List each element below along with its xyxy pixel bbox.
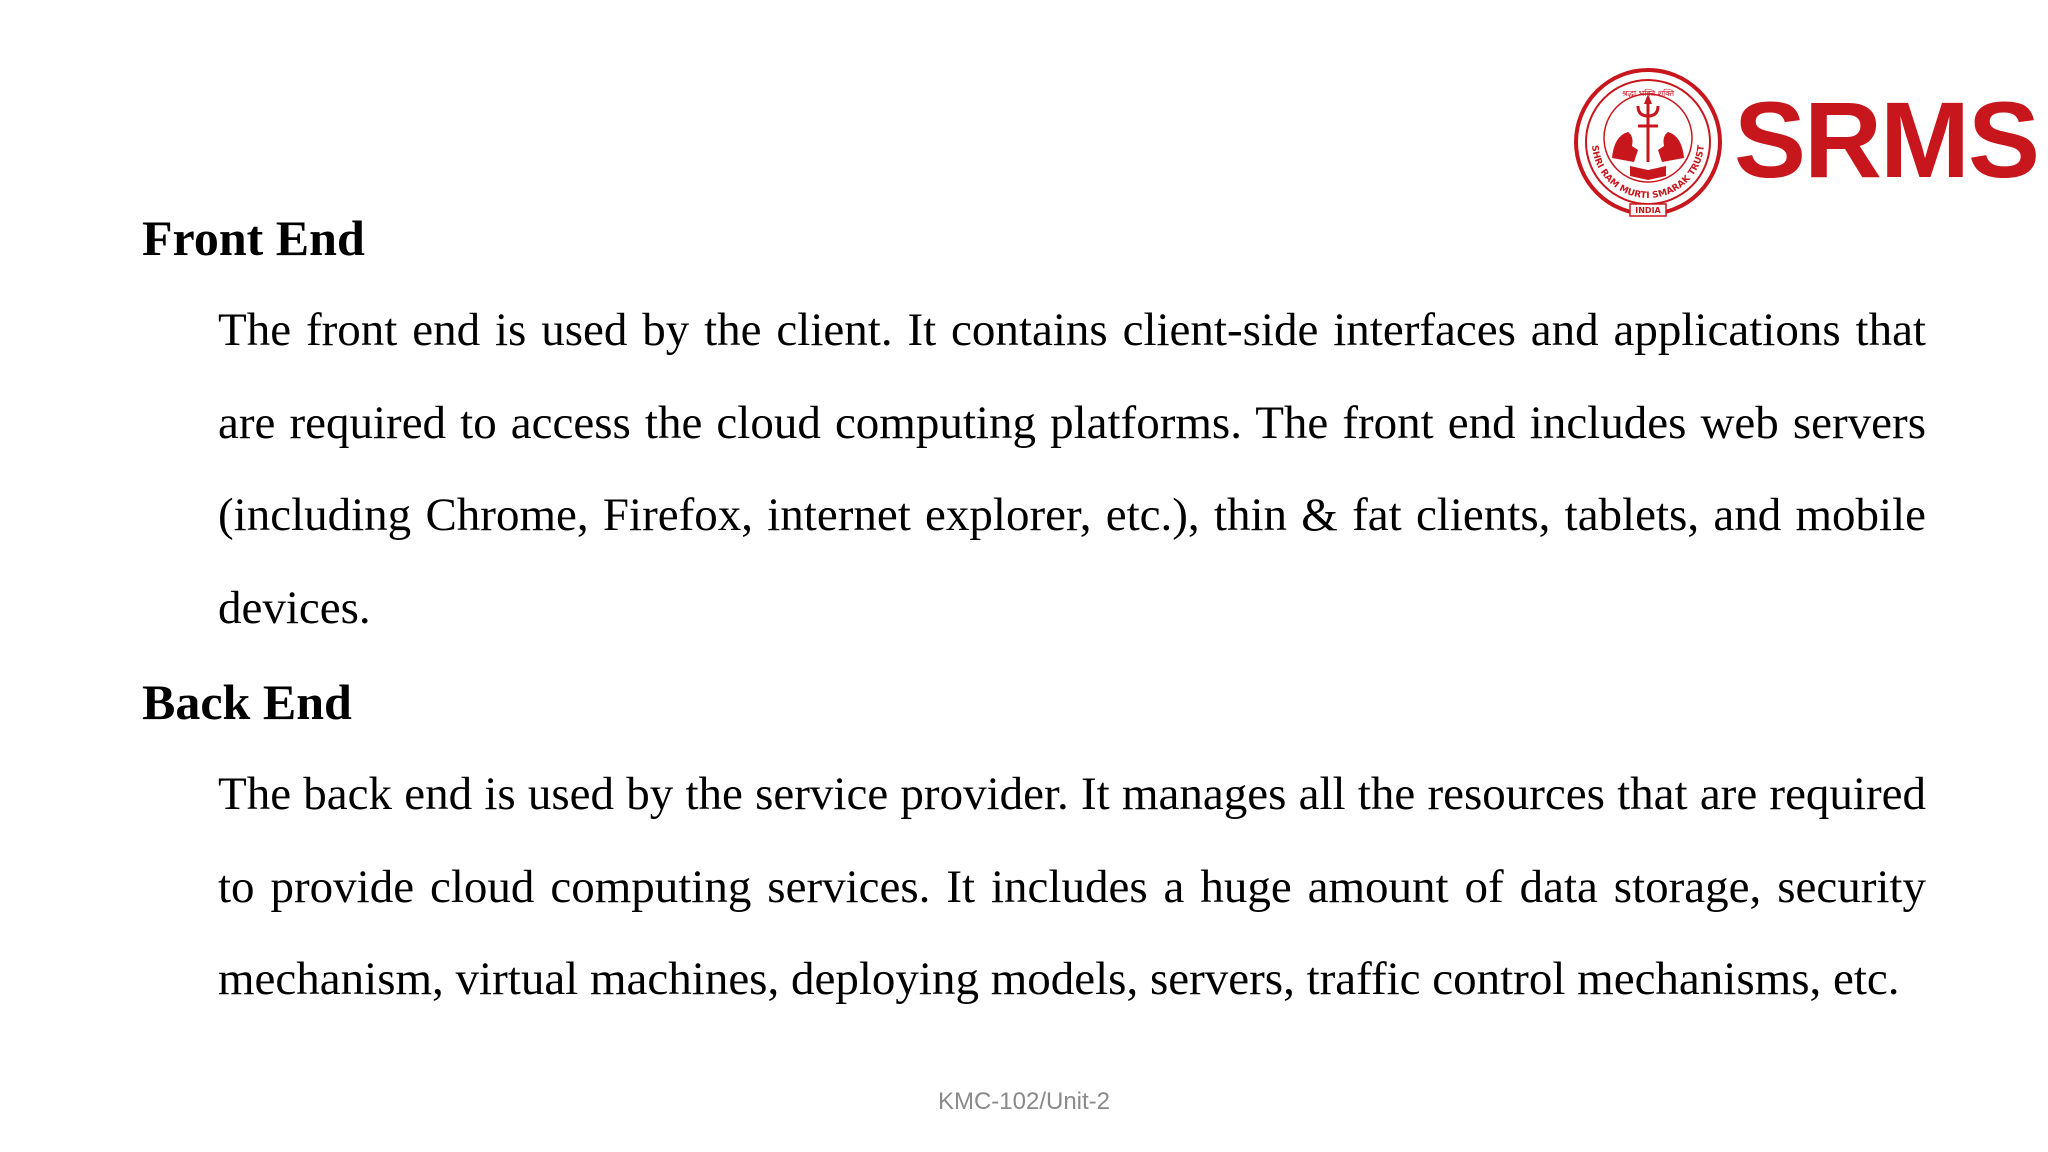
seal-bottom-text: INDIA: [1635, 206, 1661, 215]
slide-footer: KMC-102/Unit-2: [937, 1088, 1111, 1115]
front-end-paragraph: The front end is used by the client. It contains client-side interfaces and applications that are required to access the cloud computing platforms. The front end includes web servers (including Chrome, Firefox, internet explorer, etc.), thin & fat clients, tablets, and mobile devices.: [218, 304, 1926, 634]
seal-top-text: श्रद्धा भक्ति शक्ति: [1621, 89, 1675, 98]
trust-seal-icon: [1572, 66, 1724, 218]
front-end-heading: Front End: [142, 210, 365, 266]
seal-ring-text: SHRI RAM MURTI SMARAK TRUST: [1589, 144, 1707, 202]
back-end-heading: Back End: [142, 674, 352, 730]
srms-logo: [1572, 66, 2039, 226]
back-end-paragraph: The back end is used by the service provider. It manages all the resources that are required to provide cloud computing services. It includes a huge amount of data storage, security mechanism, virtual machines, deploying models, servers, traffic control mechanisms, etc.: [218, 768, 1926, 1005]
srms-wordmark: SRMS: [1734, 79, 2039, 200]
